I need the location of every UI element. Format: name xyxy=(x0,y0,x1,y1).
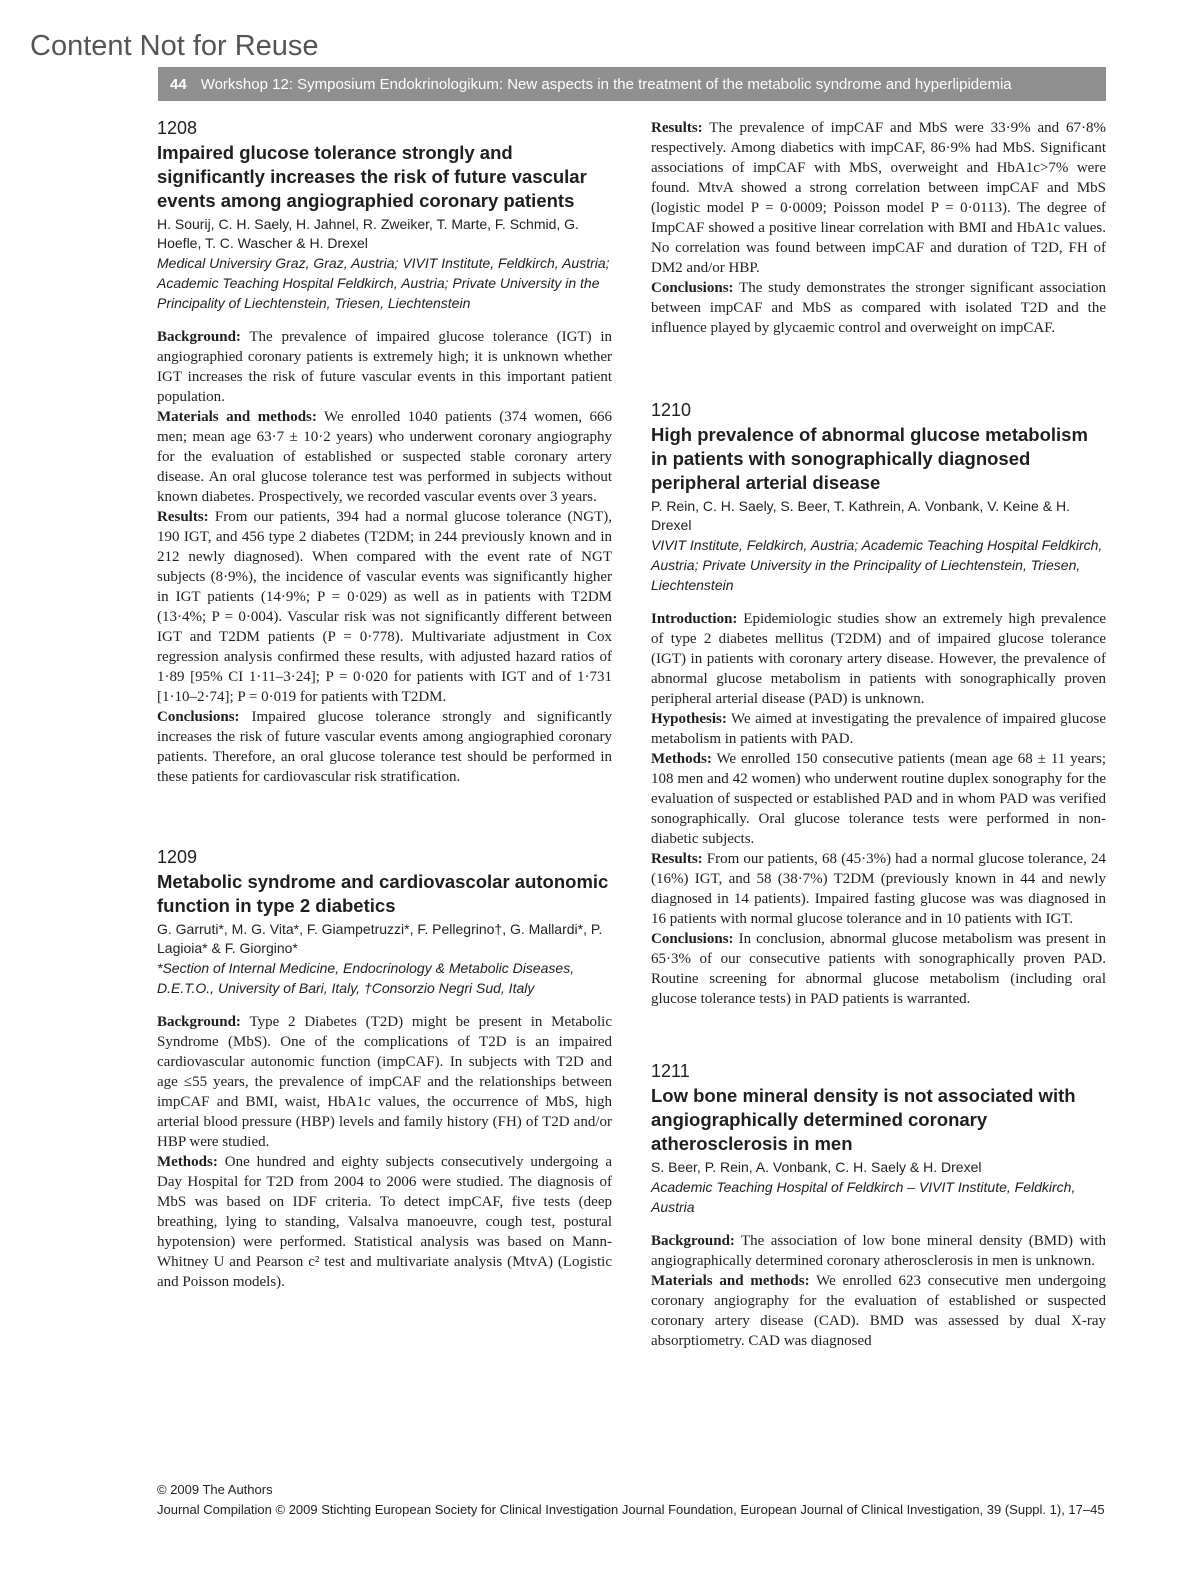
section-text: We enrolled 623 consecutive men undergoing coronary angiography for the evaluation of established or suspected coronary artery disease (CAD). BMD was assessed by dual X-ray absorptiometry. CAD was diagnosed xyxy=(651,1273,1107,1349)
abstract-authors: H. Sourij, C. H. Saely, H. Jahnel, R. Zweiker, T. Marte, F. Schmid, G. Hoefle, T. C. Wascher & H. Drexel xyxy=(157,216,579,251)
running-title: Workshop 12: Symposium Endokrinologikum: New aspects in the treatment of the metabolic syndrome and hyperlipidemia xyxy=(200,75,1012,93)
abstract-title: High prevalence of abnormal glucose metabolism in patients with sonographically diagnosed peripheral arterial disease xyxy=(651,424,1088,493)
section-label: Introduction: xyxy=(651,611,738,627)
section-label: Methods: xyxy=(651,751,712,767)
methods-paragraph xyxy=(157,1152,612,1292)
abstract-affiliation: *Section of Internal Medicine, Endocrinology & Metabolic Diseases, D.E.T.O., University of Bari, Italy, †Consorzio Negri Sud, Italy xyxy=(157,960,575,996)
section-label: Results: xyxy=(651,851,703,867)
background-paragraph xyxy=(157,327,612,407)
section-text: Type 2 Diabetes (T2D) might be present in Metabolic Syndrome (MbS). One of the complications of T2D is an impaired cardiovascular autonomic function (impCAF). In subjects with T2D and age ≤55 years, the prevalence of impCAF and the relationships between impCAF and BMI, waist, HbA1c values, the occurrence of MbS, high arterial blood pressure (HBP) levels and family history (FH) of T2D and/or HBP were studied. xyxy=(157,1014,612,1150)
abstract-1211 xyxy=(651,1061,1106,1351)
abstract-id: 1211 xyxy=(651,1061,690,1081)
section-text: From our patients, 68 (45·3%) had a normal glucose tolerance, 24 (16%) IGT, and 58 (38·7%) T2DM (previously known in 44 and newly diagnosed in 14 patients). Impaired fasting glucose was was diagnosed in 16 patients with normal glucose tolerance and in 10 patients with IGT. xyxy=(651,851,1106,927)
section-text: We aimed at investigating the prevalence of impaired glucose metabolism in patients with PAD. xyxy=(651,711,1106,747)
abstract-id: 1208 xyxy=(157,118,198,138)
hypothesis-paragraph xyxy=(651,709,1106,749)
section-text: The study demonstrates the stronger significant association between impCAF and MbS as compared with isolated T2D and the influence played by glycaemic control and overweight on impCAF. xyxy=(651,280,1107,336)
section-text: One hundred and eighty subjects consecutively undergoing a Day Hospital for T2D from 2004 to 2006 were studied. The diagnosis of MbS was based on IDF criteria. To detect impCAF, five tests (deep breathing, lying to standing, Valsalva manoeuvre, cough test, postural hypotension) were performed. Statistical analysis was based on Mann-Whitney U and Pearson c² test and multivariate analysis (MtvA) (Logistic and Poisson models). xyxy=(157,1154,612,1290)
page-footer xyxy=(157,1480,1105,1520)
results-paragraph xyxy=(651,849,1106,929)
section-text: Impaired glucose tolerance strongly and significantly increases the risk of future vascular events among angiographied coronary patients. Therefore, an oral glucose tolerance test should be performed in these patients for cardiovascular risk stratification. xyxy=(157,709,613,785)
copyright-line: © 2009 The Authors xyxy=(157,1482,273,1497)
abstract-affiliation: Academic Teaching Hospital of Feldkirch – VIVIT Institute, Feldkirch, Austria xyxy=(651,1179,1076,1215)
abstract-authors: S. Beer, P. Rein, A. Vonbank, C. H. Saely & H. Drexel xyxy=(651,1159,982,1175)
abstract-title: Metabolic syndrome and cardiovascolar autonomic function in type 2 diabetics xyxy=(157,871,609,916)
abstract-1209 xyxy=(157,847,612,1292)
abstract-affiliation: Medical Universiry Graz, Graz, Austria; VIVIT Institute, Feldkirch, Austria; Academic Teaching Hospital Feldkirch, Austria; Private University in the Principality of Liechtenstein, Triesen, Liechtenstein xyxy=(157,255,610,311)
abstract-id: 1209 xyxy=(157,847,198,867)
section-label: Methods: xyxy=(157,1154,218,1170)
abstract-title: Low bone mineral density is not associated with angiographically determined coronary atherosclerosis in men xyxy=(651,1085,1076,1154)
section-text: We enrolled 150 consecutive patients (mean age 68 ± 11 years; 108 men and 42 women) who underwent routine duplex sonography for the evaluation of suspected or established PAD and in whom PAD was verified sonographically. Oral glucose tolerance tests were performed in non-diabetic subjects. xyxy=(651,751,1106,847)
journal-line: Journal Compilation © 2009 Stichting European Society for Clinical Investigation Journal Foundation, European Journal of Clinical Investigation, 39 (Suppl. 1), 17–45 xyxy=(157,1502,1105,1517)
abstract-authors: G. Garruti*, M. G. Vita*, F. Giampetruzzi*, F. Pellegrino†, G. Mallardi*, P. Lagioia* & F. Giorgino* xyxy=(157,921,603,956)
results-paragraph xyxy=(157,507,612,707)
section-text: Epidemiologic studies show an extremely high prevalence of type 2 diabetes mellitus (T2DM) and of impaired glucose tolerance (IGT) in patients with coronary artery disease. However, the prevalence of abnormal glucose metabolism in patients with sonographically proven peripheral arterial disease (PAD) is unknown. xyxy=(651,611,1107,707)
abstract-affiliation: VIVIT Institute, Feldkirch, Austria; Academic Teaching Hospital Feldkirch, Austria; Private University in the Principality of Liechtenstein, Triesen, Liechtenstein xyxy=(651,537,1103,593)
background-paragraph xyxy=(157,1012,612,1152)
section-label: Conclusions: xyxy=(651,280,734,296)
introduction-paragraph xyxy=(651,609,1106,709)
right-column xyxy=(651,118,1106,1351)
watermark: Content Not for Reuse xyxy=(30,30,319,62)
section-text: The prevalence of impaired glucose tolerance (IGT) in angiographied coronary patients is extremely high; it is unknown whether IGT increases the risk of future vascular events in this important patient population. xyxy=(157,329,612,405)
section-label: Results: xyxy=(157,509,209,525)
section-text: The association of low bone mineral density (BMD) with angiographically determined coronary atherosclerosis in men is unknown. xyxy=(651,1233,1106,1269)
section-label: Materials and methods: xyxy=(651,1273,810,1289)
methods-paragraph xyxy=(651,1271,1106,1351)
abstract-1208 xyxy=(157,118,612,787)
section-label: Conclusions: xyxy=(651,931,734,947)
conclusions-paragraph xyxy=(157,707,612,787)
page-number: 44 xyxy=(170,75,187,93)
section-text: We enrolled 1040 patients (374 women, 666 men; mean age 63·7 ± 10·2 years) who underwent coronary angiography for the evaluation of established or suspected stable coronary artery disease. An oral glucose tolerance test was performed in subjects without known diabetes. Prospectively, we recorded vascular events over 3 years. xyxy=(157,409,612,505)
abstract-id: 1210 xyxy=(651,400,692,420)
abstract-1209-continued xyxy=(651,118,1106,338)
methods-paragraph xyxy=(157,407,612,507)
left-column xyxy=(157,118,612,1292)
section-label: Background: xyxy=(157,1014,241,1030)
section-text: From our patients, 394 had a normal glucose tolerance (NGT), 190 IGT, and 456 type 2 diabetes (T2DM; in 244 previously known and in 212 newly diagnosed). When compared with the event rate of NGT subjects (8·9%), the incidence of vascular events was significantly higher in IGT patients (14·9%; P = 0·029) as well as in patients with T2DM (13·4%; P = 0·004). Vascular risk was not significantly different between IGT and T2DM patients (P = 0·778). Multivariate adjustment in Cox regression analysis confirmed these results, with adjusted hazard ratios of 1·89 [95% CI 1·11–3·24]; P = 0·020 for patients with IGT and of 1·731 [1·10–2·74]; P = 0·019 for patients with T2DM. xyxy=(157,509,613,705)
methods-paragraph xyxy=(651,749,1106,849)
section-label: Materials and methods: xyxy=(157,409,317,425)
section-label: Background: xyxy=(651,1233,735,1249)
abstract-authors: P. Rein, C. H. Saely, S. Beer, T. Kathrein, A. Vonbank, V. Keine & H. Drexel xyxy=(651,498,1070,533)
conclusions-paragraph xyxy=(651,929,1106,1009)
running-header xyxy=(158,67,1106,101)
background-paragraph xyxy=(651,1231,1106,1271)
section-label: Background: xyxy=(157,329,241,345)
results-paragraph xyxy=(651,118,1106,278)
section-text: In conclusion, abnormal glucose metabolism was present in 65·3% of our consecutive patients with sonographically proven PAD. Routine screening for abnormal glucose metabolism (including oral glucose tolerance tests) in PAD patients is warranted. xyxy=(651,931,1107,1007)
section-text: The prevalence of impCAF and MbS were 33·9% and 67·8% respectively. Among diabetics with impCAF, 86·9% had MbS. Significant associations of impCAF with MbS, overweight and HbA1c>7% were found. MtvA showed a strong correlation between impCAF and MbS (logistic model P = 0·0009; Poisson model P = 0·0113). The degree of ImpCAF showed a positive linear correlation with BMI and HbA1c values. No correlation was found between impCAF and duration of T2D, FH of DM2 and/or HBP. xyxy=(651,120,1106,276)
section-label: Results: xyxy=(651,120,703,136)
section-label: Hypothesis: xyxy=(651,711,727,727)
abstract-1210 xyxy=(651,400,1106,1009)
section-label: Conclusions: xyxy=(157,709,240,725)
abstract-title: Impaired glucose tolerance strongly and significantly increases the risk of future vascular events among angiographied coronary patients xyxy=(157,142,587,211)
conclusions-paragraph xyxy=(651,278,1106,338)
